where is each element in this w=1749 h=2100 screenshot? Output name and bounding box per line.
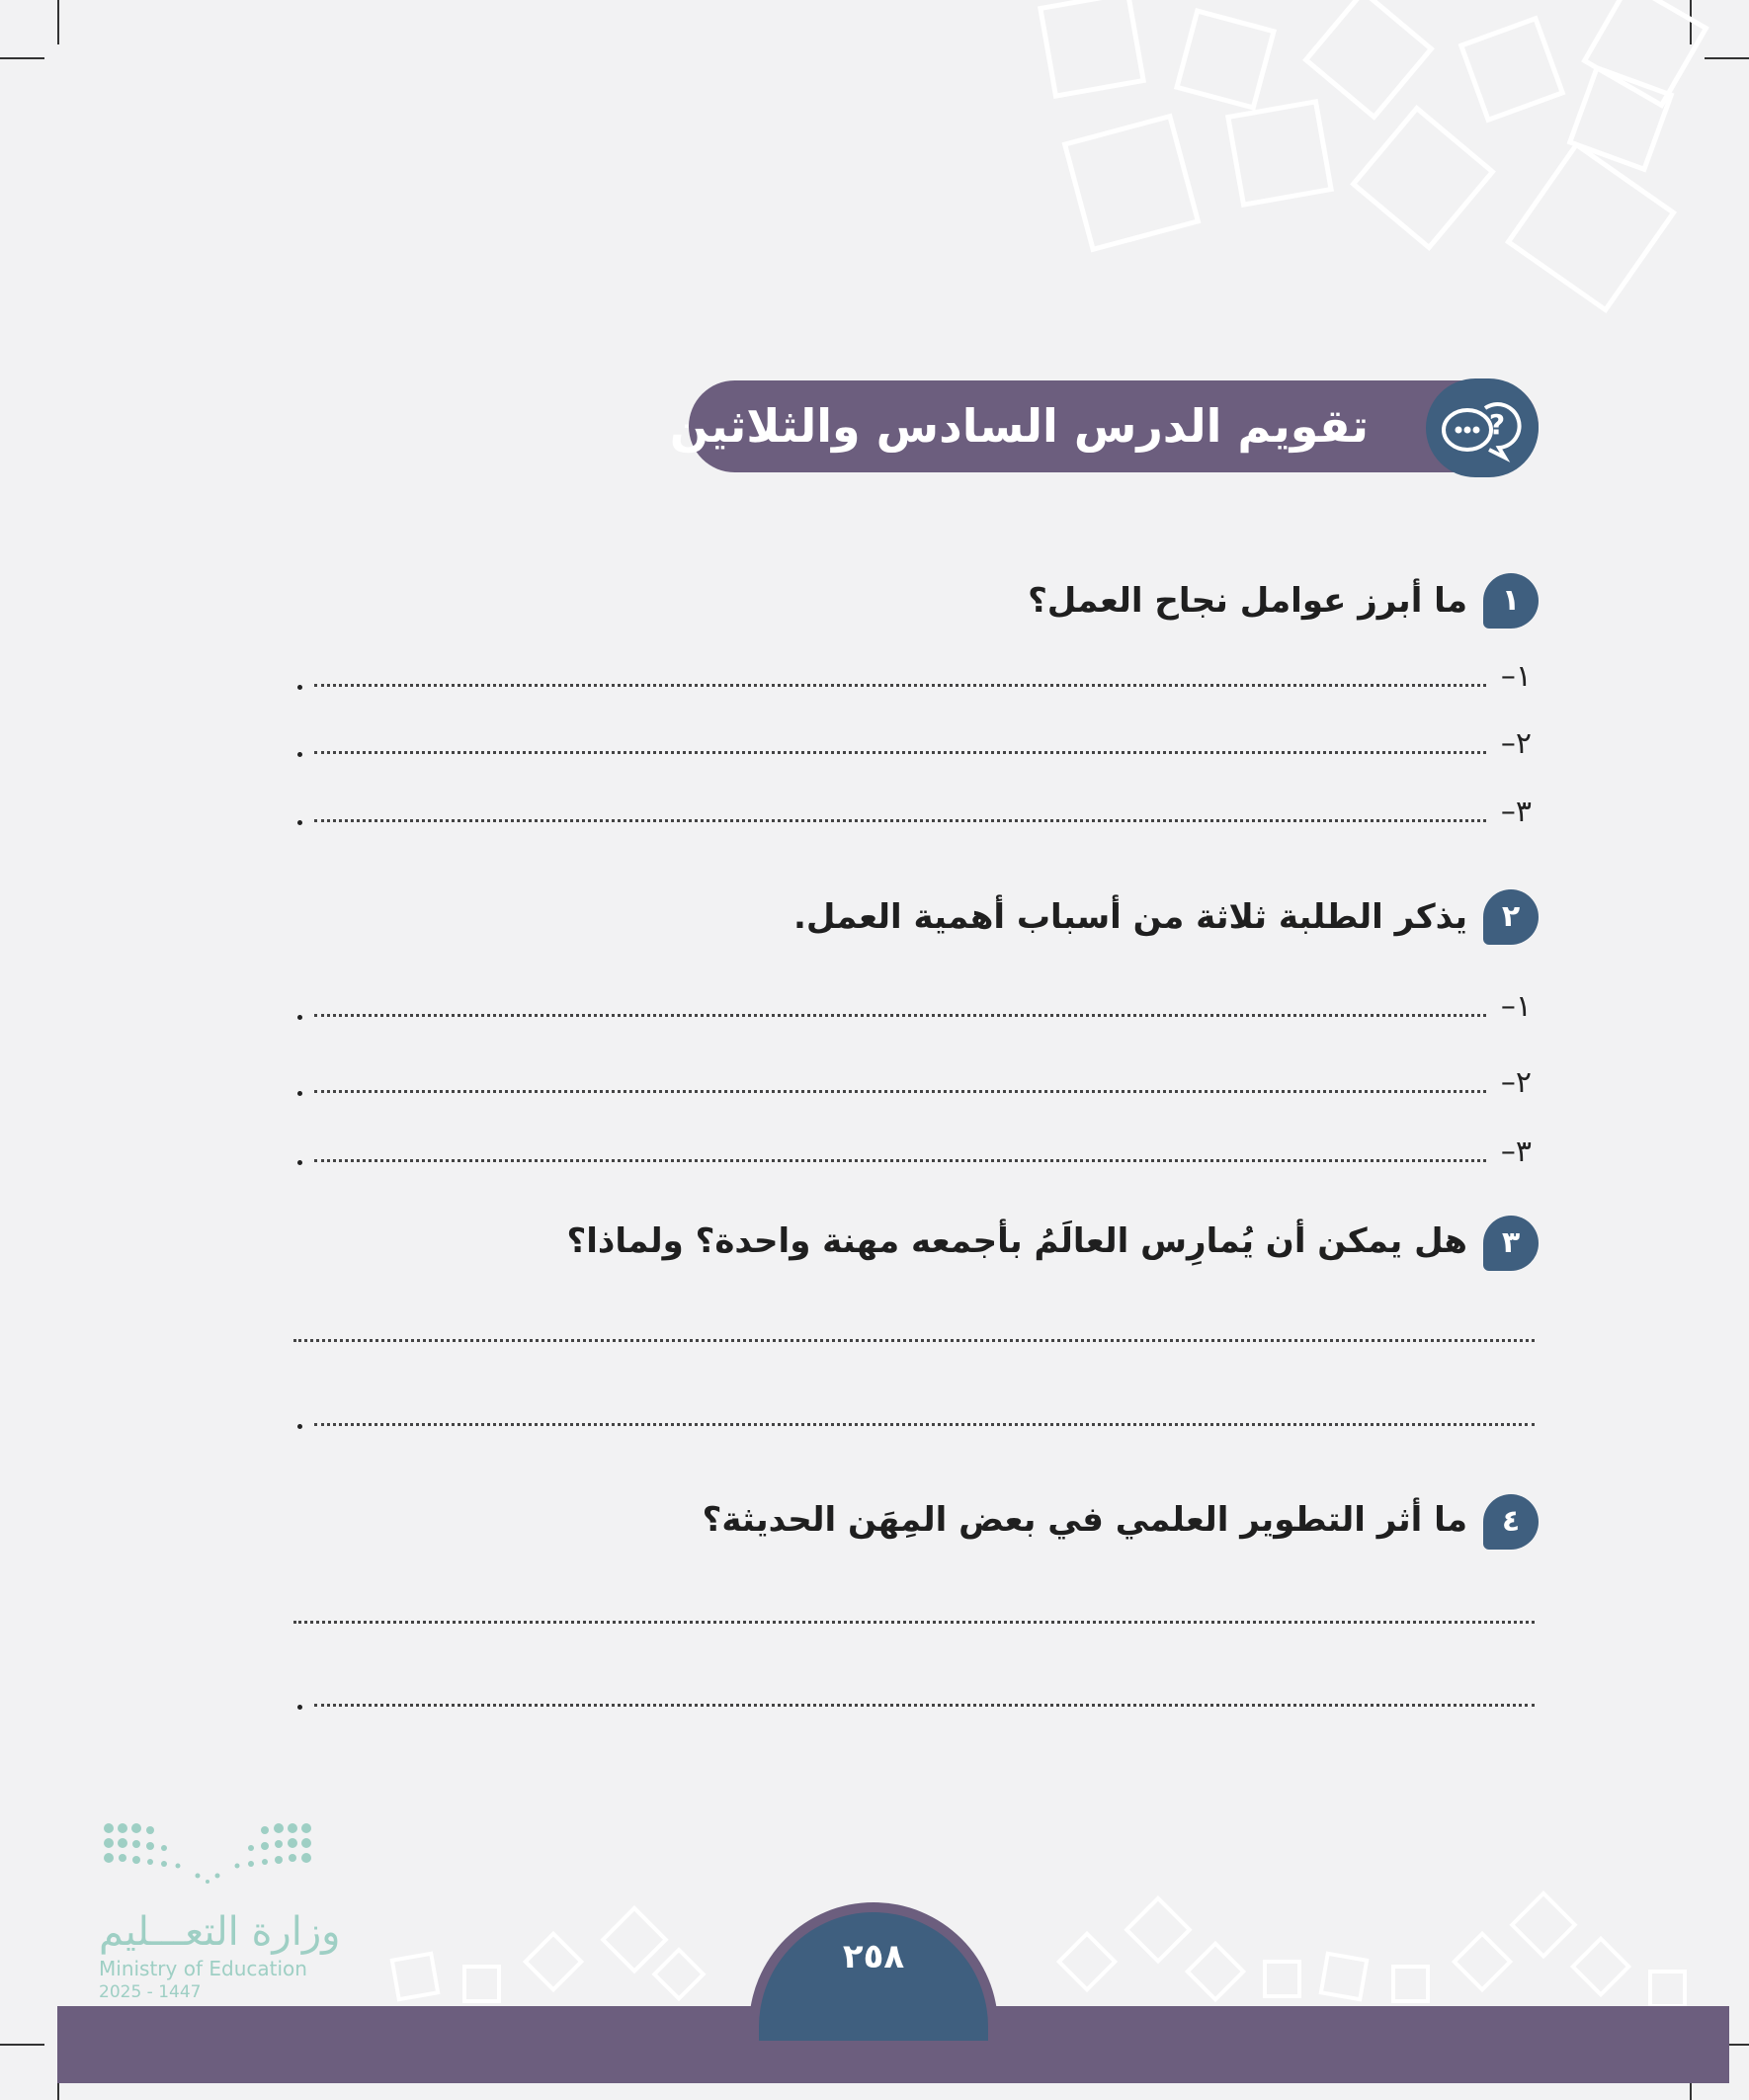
answer-number: ٢– bbox=[1500, 1065, 1532, 1100]
full-stop bbox=[297, 1160, 302, 1165]
full-stop bbox=[297, 685, 302, 690]
question-text: ما أبرز عوامل نجاح العمل؟ bbox=[1028, 581, 1467, 621]
svg-text:?: ? bbox=[1488, 408, 1506, 441]
question-text: هل يمكن أن يُمارِس العالَمُ بأجمعه مهنة واحدة؟ ولماذا؟ bbox=[566, 1221, 1467, 1261]
question-text: يذكر الطلبة ثلاثة من أسباب أهمية العمل. bbox=[793, 897, 1467, 937]
answer-line[interactable] bbox=[314, 1159, 1486, 1162]
full-stop bbox=[297, 752, 302, 757]
crop-mark bbox=[0, 57, 44, 59]
answer-number: ٣– bbox=[1500, 795, 1532, 829]
question-number-badge: ١ bbox=[1483, 573, 1539, 629]
full-stop bbox=[297, 1015, 302, 1020]
question-number-badge: ٤ bbox=[1483, 1494, 1539, 1550]
answer-line[interactable] bbox=[314, 819, 1486, 822]
footer-decorative-pattern bbox=[375, 1888, 1729, 2011]
answer-number: ٢– bbox=[1500, 726, 1532, 761]
answer-line[interactable] bbox=[293, 1621, 1535, 1624]
full-stop bbox=[297, 1705, 302, 1710]
full-stop bbox=[297, 820, 302, 825]
answer-line[interactable] bbox=[314, 1423, 1535, 1426]
answer-number: ١– bbox=[1500, 659, 1532, 694]
full-stop bbox=[297, 1091, 302, 1096]
answer-number: ٣– bbox=[1500, 1134, 1532, 1169]
answer-number: ١– bbox=[1500, 989, 1532, 1024]
full-stop bbox=[297, 1424, 302, 1429]
answer-line[interactable] bbox=[314, 1090, 1486, 1093]
crop-mark bbox=[0, 2044, 44, 2046]
crop-mark bbox=[57, 0, 59, 44]
ministry-logo-year: 2025 - 1447 bbox=[99, 1982, 202, 2002]
decorative-pattern bbox=[1008, 0, 1719, 316]
ministry-logo-dots-icon bbox=[99, 1818, 316, 1897]
answer-line[interactable] bbox=[314, 684, 1486, 687]
question-text: ما أثر التطوير العلمي في بعض المِهَن الحديثة؟ bbox=[702, 1500, 1467, 1540]
header-title: تقويم الدرس السادس والثلاثين bbox=[669, 399, 1369, 453]
question-number-badge: ٣ bbox=[1483, 1216, 1539, 1271]
speech-bubble-question-icon bbox=[1426, 378, 1539, 477]
page-number: ٢٥٨ bbox=[842, 1937, 905, 1976]
question-number-badge: ٢ bbox=[1483, 889, 1539, 945]
answer-line[interactable] bbox=[314, 751, 1486, 754]
ministry-logo-arabic: وزارة التعـــليم bbox=[99, 1909, 341, 1955]
answer-line[interactable] bbox=[314, 1014, 1486, 1017]
answer-line[interactable] bbox=[314, 1704, 1535, 1707]
ministry-logo-english: Ministry of Education bbox=[99, 1957, 307, 1980]
answer-line[interactable] bbox=[293, 1339, 1535, 1342]
